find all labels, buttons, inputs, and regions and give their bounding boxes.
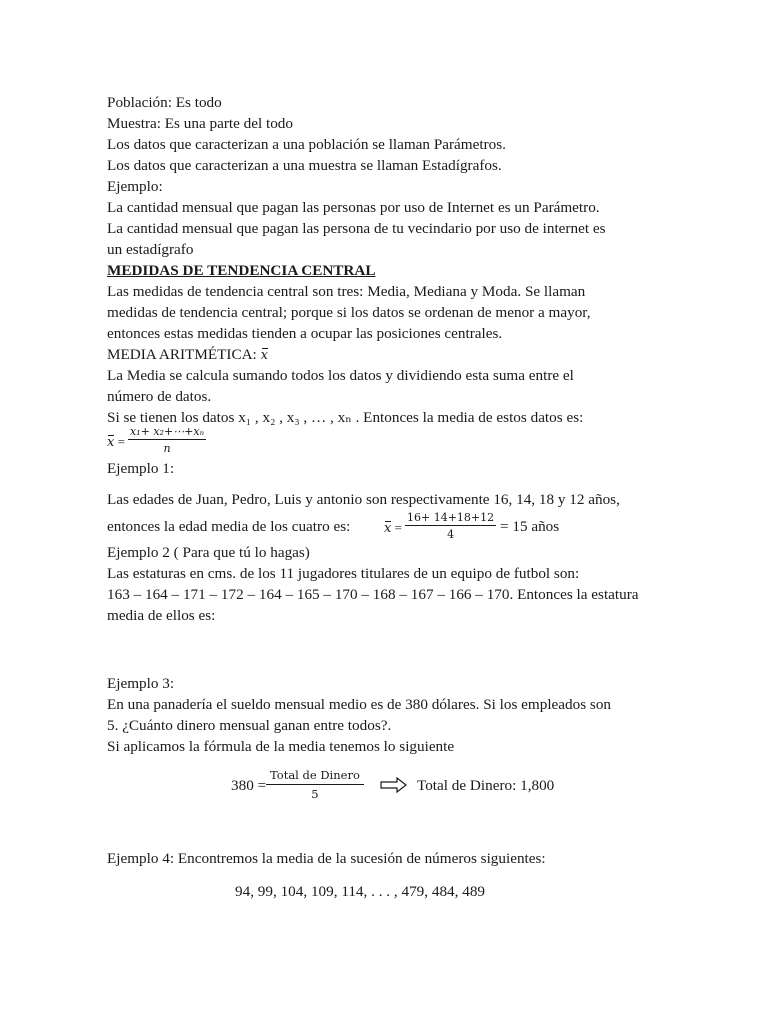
text-line: Las edades de Juan, Pedro, Luis y antonio son respectivamente 16, 14, 18 y 12 años,: [107, 491, 620, 508]
xbar-symbol: x: [384, 519, 391, 539]
text-line: En una panadería el sueldo mensual medio es de 380 dólares. Si los empleados son: [107, 696, 612, 713]
text-line: Los datos que caracterizan a una población se llaman Parámetros.: [107, 136, 506, 153]
text-line: entonces estas medidas tienden a ocupar las posiciones centrales.: [107, 325, 503, 342]
text-line: La cantidad mensual que pagan las personas por uso de Internet es un Parámetro.: [107, 199, 600, 216]
fraction-numerator: x₁+ x₂+⋯+xₙ: [130, 425, 205, 438]
number-sequence: 94, 99, 104, 109, 114, . . . , 479, 484, 489: [235, 883, 486, 900]
text-line: La cantidad mensual que pagan las persona de tu vecindario por uso de internet es: [107, 220, 606, 237]
media-title-line: [107, 345, 268, 366]
example-label: Ejemplo 4: Encontremos la media de la sucesión de números siguientes:: [107, 850, 546, 867]
section-heading: MEDIDAS DE TENDENCIA CENTRAL: [107, 262, 376, 279]
equals-sign: =: [394, 520, 402, 535]
example3-lhs: 380 =: [231, 777, 267, 794]
xbar-symbol: x: [261, 346, 268, 366]
text-line: La Media se calcula sumando todos los datos y dividiendo esta suma entre el: [107, 367, 574, 384]
example-label: Ejemplo:: [107, 178, 163, 195]
example1-lhs: [384, 518, 402, 539]
xbar-symbol: x: [107, 433, 114, 453]
example3-fraction: [266, 768, 364, 801]
text-line: Los datos que caracterizan a una muestra se llaman Estadígrafos.: [107, 157, 502, 174]
fraction-denominator: n: [163, 442, 171, 455]
fraction-numerator: Total de Dinero: [266, 768, 364, 785]
text-line: un estadígrafo: [107, 241, 194, 258]
text-line: entonces la edad media de los cuatro es:: [107, 518, 351, 535]
text-line: número de datos.: [107, 388, 212, 405]
fraction-numerator: 16+ 14+18+12: [407, 511, 495, 524]
example-label: Ejemplo 2 ( Para que tú lo hagas): [107, 544, 310, 561]
text-line: Si se tienen los datos x₁ , x₂ , x₃ , … , xₙ . Entonces la media de estos datos es:: [107, 409, 584, 426]
example1-fraction: [405, 511, 496, 541]
example1-result: = 15 años: [500, 518, 560, 535]
example-label: Ejemplo 1:: [107, 460, 175, 477]
fraction-denominator: 4: [447, 528, 455, 541]
equals-sign: =: [117, 434, 125, 449]
text-line: media de ellos es:: [107, 607, 216, 624]
implies-arrow-icon: [380, 777, 408, 793]
general-mean-fraction: [128, 425, 206, 455]
definition-poblacion: Población: Es todo: [107, 94, 222, 111]
text-line: Las medidas de tendencia central son tres: Media, Mediana y Moda. Se llaman: [107, 283, 586, 300]
example-label: Ejemplo 3:: [107, 675, 175, 692]
media-title: MEDIA ARITMÉTICA:: [107, 346, 257, 363]
text-line: Si aplicamos la fórmula de la media tenemos lo siguiente: [107, 738, 455, 755]
example3-result: Total de Dinero: 1,800: [417, 777, 555, 794]
text-line: Las estaturas en cms. de los 11 jugadores titulares de un equipo de futbol son:: [107, 565, 580, 582]
text-line: 5. ¿Cuánto dinero mensual ganan entre todos?.: [107, 717, 392, 734]
text-line: 163 – 164 – 171 – 172 – 164 – 165 – 170 – 168 – 167 – 166 – 170. Entonces la estatura: [107, 586, 639, 603]
fraction-denominator: 5: [311, 787, 319, 801]
definition-muestra: Muestra: Es una parte del todo: [107, 115, 293, 132]
general-formula-lhs: [107, 432, 125, 453]
text-line: medidas de tendencia central; porque si los datos se ordenan de menor a mayor,: [107, 304, 591, 321]
